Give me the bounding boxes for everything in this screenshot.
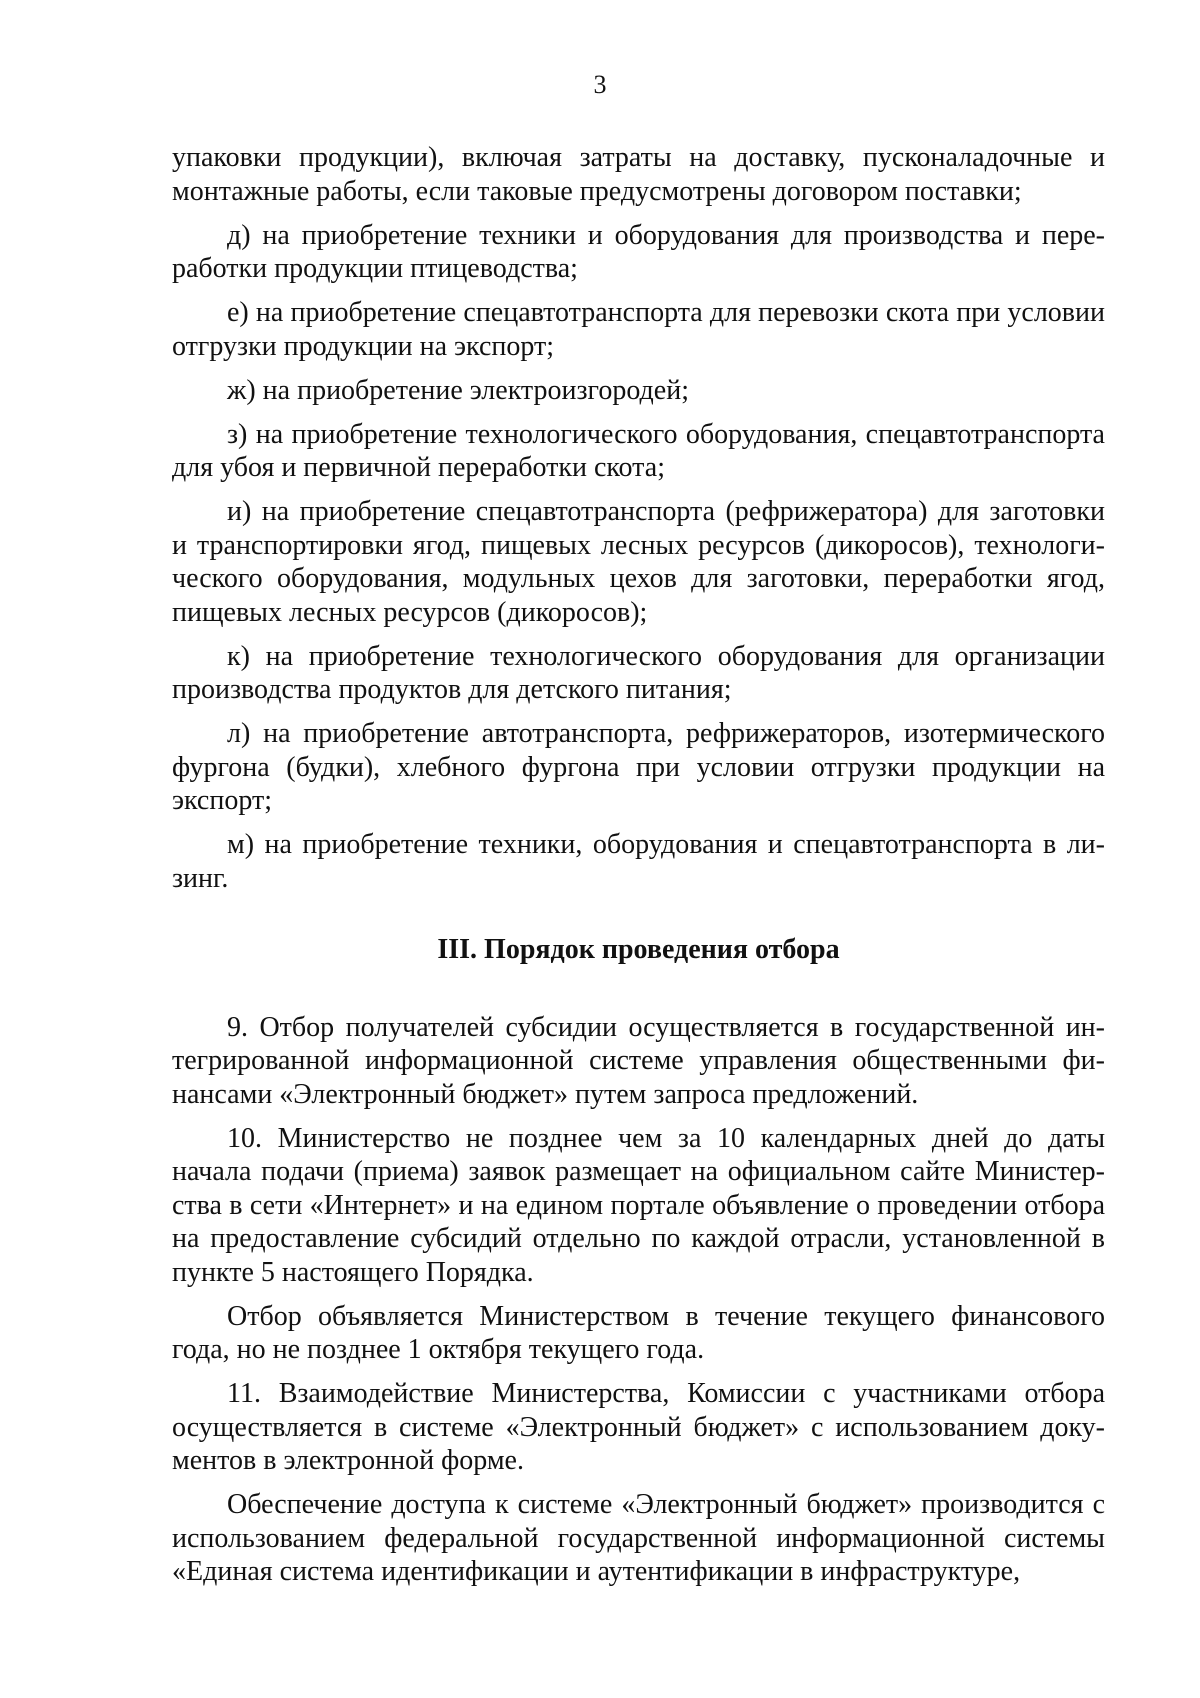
paragraph-10-selection-period: Отбор объявляется Министерством в течение текущего финансового года, но не позднее 1 октября текущего года.: [172, 1300, 1105, 1365]
list-item-d: д) на приобретение техники и оборудования для производства и переработки продукции птицеводства;: [172, 219, 1105, 284]
paragraph-10: 10. Министерство не позднее чем за 10 календарных дней до даты начала подачи (приема) заявок размещает на официальном сайте Министерства в сети «Интернет» и на едином портале объявление о проведении отбора на предоставление субсидий отдельно по каждой отрасли, установленной в пункте 5 настоящего Порядка.: [172, 1122, 1105, 1288]
section-title: III. Порядок проведения отбора: [437, 934, 840, 965]
paragraph-11-system-access: Обеспечение доступа к системе «Электронный бюджет» производится с использованием федеральной государственной информационной системы «Единая система идентификации и аутентификации в инфраструктуре,: [172, 1489, 1105, 1587]
list-item-i: и) на приобретение спецавтотранспорта (рефрижератора) для заготовки и транспортировки ягод, пищевых лесных ресурсов (дикоросов), технологического оборудования, модульных цехов для заготовки, переработки ягод, пищевых лесных ресурсов (дикоросов);: [172, 496, 1105, 628]
page-number: 3: [593, 70, 607, 99]
paragraph-continuation: упаковки продукции), включая затраты на доставку, пусконаладочные и монтажные работы, если таковые предусмотрены договором поставки;: [172, 142, 1105, 207]
list-item-e: е) на приобретение спецавтотранспорта для перевозки скота при условии отгрузки продукции на экспорт;: [172, 297, 1105, 362]
list-item-z: з) на приобретение технологического оборудования, спецавтотранспорта для убоя и первичной переработки скота;: [172, 418, 1105, 483]
document-body: [172, 141, 1105, 1599]
paragraph-11: 11. Взаимодействие Министерства, Комиссии с участниками отбора осуществляется в системе «Электронный бюджет» с использованием документов в электронной форме.: [172, 1378, 1105, 1476]
list-item-l: л) на приобретение автотранспорта, рефрижераторов, изотермического фургона (будки), хлебного фургона при условии отгрузки продукции на экспорт;: [172, 718, 1105, 816]
list-item-zh: ж) на приобретение электроизгородей;: [227, 374, 689, 406]
paragraph-9: 9. Отбор получателей субсидии осуществляется в государственной интегрированной информационной системе управления общественными финансами «Электронный бюджет» путем запроса предложений.: [172, 1011, 1105, 1110]
list-item-m: м) на приобретение техники, оборудования и спецавтотранспорта в лизинг.: [172, 829, 1105, 894]
list-item-k: к) на приобретение технологического оборудования для организации производства продуктов для детского питания;: [172, 640, 1105, 705]
